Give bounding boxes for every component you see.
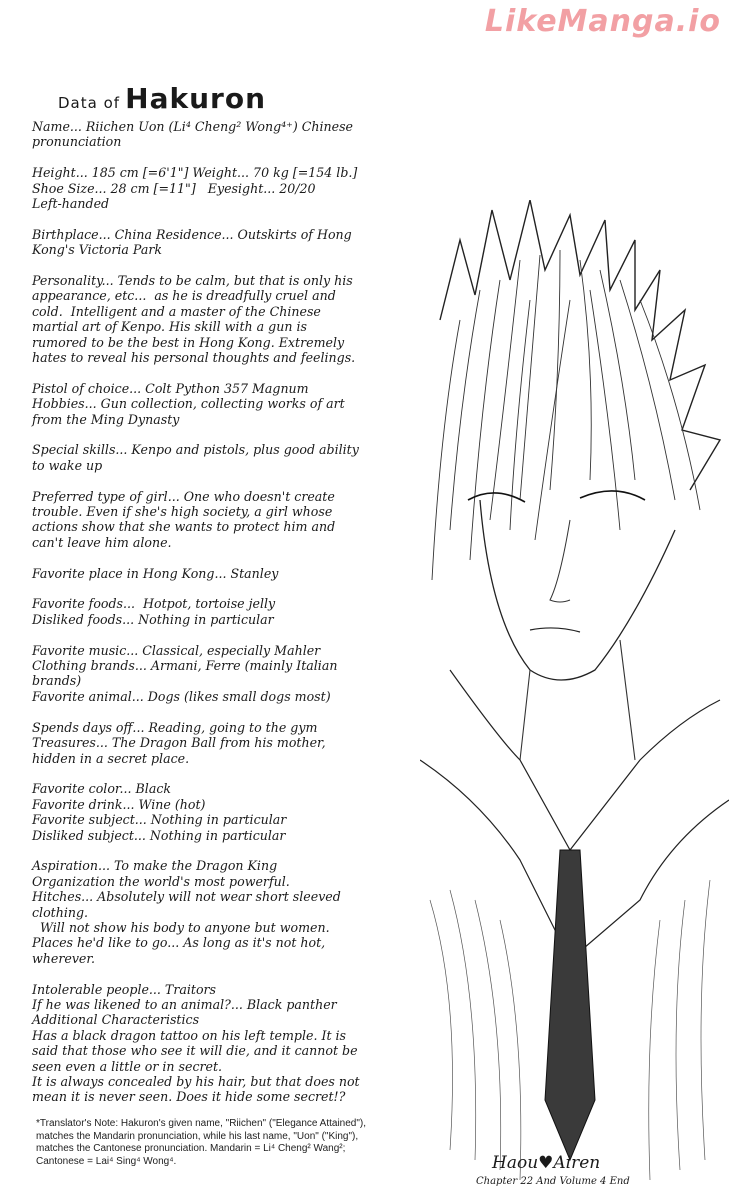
profile-line: Kong's Victoria Park — [32, 242, 162, 258]
profile-line: Will not show his body to anyone but women. — [32, 919, 330, 935]
profile-line: Favorite animal... Dogs (likes small dogs most) — [32, 688, 331, 704]
tie — [545, 850, 595, 1160]
profile-line: Aspiration... To make the Dragon King — [32, 858, 278, 874]
profile-line: hidden in a secret place. — [32, 750, 190, 766]
profile-line: Treasures... The Dragon Ball from his mother, — [32, 735, 326, 751]
note-line: Cantonese = Lai⁴ Sing⁴ Wong⁴. — [36, 1155, 177, 1167]
profile-line: Special skills... Kenpo and pistols, plus good ability — [32, 442, 359, 458]
profile-line: Height... 185 cm [=6'1"] Weight... 70 kg [=154 lb.] — [32, 165, 358, 181]
profile-line: Shoe Size... 28 cm [=11"] Eyesight... 20/20 — [32, 180, 316, 196]
profile-block — [32, 643, 417, 705]
profile-line: mean it is never seen. Does it hide some secret!? — [32, 1089, 346, 1105]
right-eye — [580, 491, 645, 500]
profile-block — [32, 489, 417, 551]
note-line: matches the Mandarin pronunciation, while his last name, "Uon" ("King"), — [36, 1130, 359, 1142]
profile-block — [32, 119, 417, 150]
profile-line: Additional Characteristics — [32, 1012, 200, 1028]
profile-line: Name... Riichen Uon (Li⁴ Cheng² Wong⁴⁺) Chinese — [32, 119, 354, 134]
profile-block — [32, 381, 417, 427]
profile-line: Has a black dragon tattoo on his left temple. It is — [32, 1027, 347, 1043]
profile-line: If he was likened to an animal?... Black panther — [32, 996, 337, 1012]
profile-line: Favorite place in Hong Kong... Stanley — [32, 565, 279, 581]
portrait-svg — [420, 200, 729, 1200]
profile-line: Left-handed — [32, 196, 110, 212]
profile-line: Hitches... Absolutely will not wear short sleeved — [32, 889, 341, 905]
character-portrait-illustration — [420, 200, 729, 1200]
profile-line: Disliked subject... Nothing in particular — [32, 827, 286, 843]
collar — [450, 670, 720, 850]
profile-line: Birthplace... China Residence... Outskirts of Hong — [32, 226, 352, 242]
profile-line: pronunciation — [32, 134, 122, 150]
profile-line: Preferred type of girl... One who doesn't create — [32, 488, 335, 504]
note-line: matches the Cantonese pronunciation. Mandarin = Li⁴ Cheng² Wang²; — [36, 1143, 346, 1154]
neck — [520, 640, 635, 760]
profile-line: Favorite color... Black — [32, 781, 172, 797]
heading-character-name: Hakuron — [125, 82, 267, 115]
translator-note — [36, 1118, 426, 1168]
profile-block — [32, 720, 417, 766]
profile-line: hates to reveal his personal thoughts and feelings. — [32, 350, 356, 366]
profile-line: wherever. — [32, 950, 96, 966]
profile-block — [32, 227, 417, 258]
profile-line: Favorite subject... Nothing in particular — [32, 812, 287, 828]
chapter-volume-end: Chapter 22 And Volume 4 End — [476, 1176, 630, 1187]
left-eye — [468, 493, 525, 502]
profile-line: Hobbies... Gun collection, collecting works of art — [32, 396, 345, 412]
profile-line: to wake up — [32, 457, 103, 473]
profile-line: It is always concealed by his hair, but that does not — [32, 1073, 360, 1089]
profile-line: Clothing brands... Armani, Ferre (mainly Italian — [32, 658, 338, 674]
profile-line: Favorite music... Classical, especially Mahler — [32, 642, 321, 658]
profile-line: actions show that she wants to protect him and — [32, 519, 336, 535]
profile-heading — [58, 82, 417, 115]
profile-line: martial art of Kenpo. His skill with a gun is — [32, 319, 307, 335]
profile-block — [32, 781, 417, 843]
manga-title: Haou♥Airen — [492, 1153, 601, 1173]
profile-line: trouble. Even if she's high society, a girl whose — [32, 504, 333, 520]
nose — [550, 520, 570, 602]
profile-line: Pistol of choice... Colt Python 357 Magnum — [32, 380, 309, 396]
profile-line: Spends days off... Reading, going to the gym — [32, 719, 318, 735]
hair-spikes — [440, 200, 720, 490]
profile-section — [32, 82, 417, 1120]
profile-blocks — [32, 119, 417, 1105]
profile-block — [32, 566, 417, 581]
note-line: *Translator's Note: Hakuron's given name, "Riichen" ("Elegance Attained"), — [36, 1118, 367, 1129]
profile-block — [32, 596, 417, 627]
profile-line: Favorite drink... Wine (hot) — [32, 796, 206, 812]
profile-line: Personality... Tends to be calm, but that is only his — [32, 273, 353, 289]
profile-line: seen even a little or in secret. — [32, 1058, 223, 1074]
profile-block — [32, 982, 417, 1105]
profile-line: Places he'd like to go... As long as it's not hot, — [32, 935, 326, 951]
profile-line: cold. Intelligent and a master of the Chinese — [32, 303, 321, 319]
profile-line: rumored to be the best in Hong Kong. Extremely — [32, 334, 345, 350]
heading-prefix: Data of — [58, 94, 121, 112]
profile-block — [32, 858, 417, 966]
profile-line: Disliked foods... Nothing in particular — [32, 611, 274, 627]
profile-line: Organization the world's most powerful. — [32, 873, 290, 889]
profile-line: brands) — [32, 673, 82, 689]
profile-block — [32, 165, 417, 211]
mouth — [530, 628, 580, 632]
profile-line: said that those who see it will die, and it cannot be — [32, 1043, 358, 1059]
profile-line: from the Ming Dynasty — [32, 411, 180, 427]
profile-line: appearance, etc... as he is dreadfully cruel and — [32, 288, 336, 304]
profile-block — [32, 273, 417, 365]
profile-block — [32, 442, 417, 473]
profile-line: can't leave him alone. — [32, 534, 172, 550]
profile-line: Favorite foods... Hotpot, tortoise jelly — [32, 596, 276, 612]
site-watermark: LikeManga.io — [484, 4, 721, 39]
profile-line: Intolerable people... Traitors — [32, 981, 217, 997]
face-outline — [480, 500, 675, 680]
profile-line: clothing. — [32, 904, 89, 920]
